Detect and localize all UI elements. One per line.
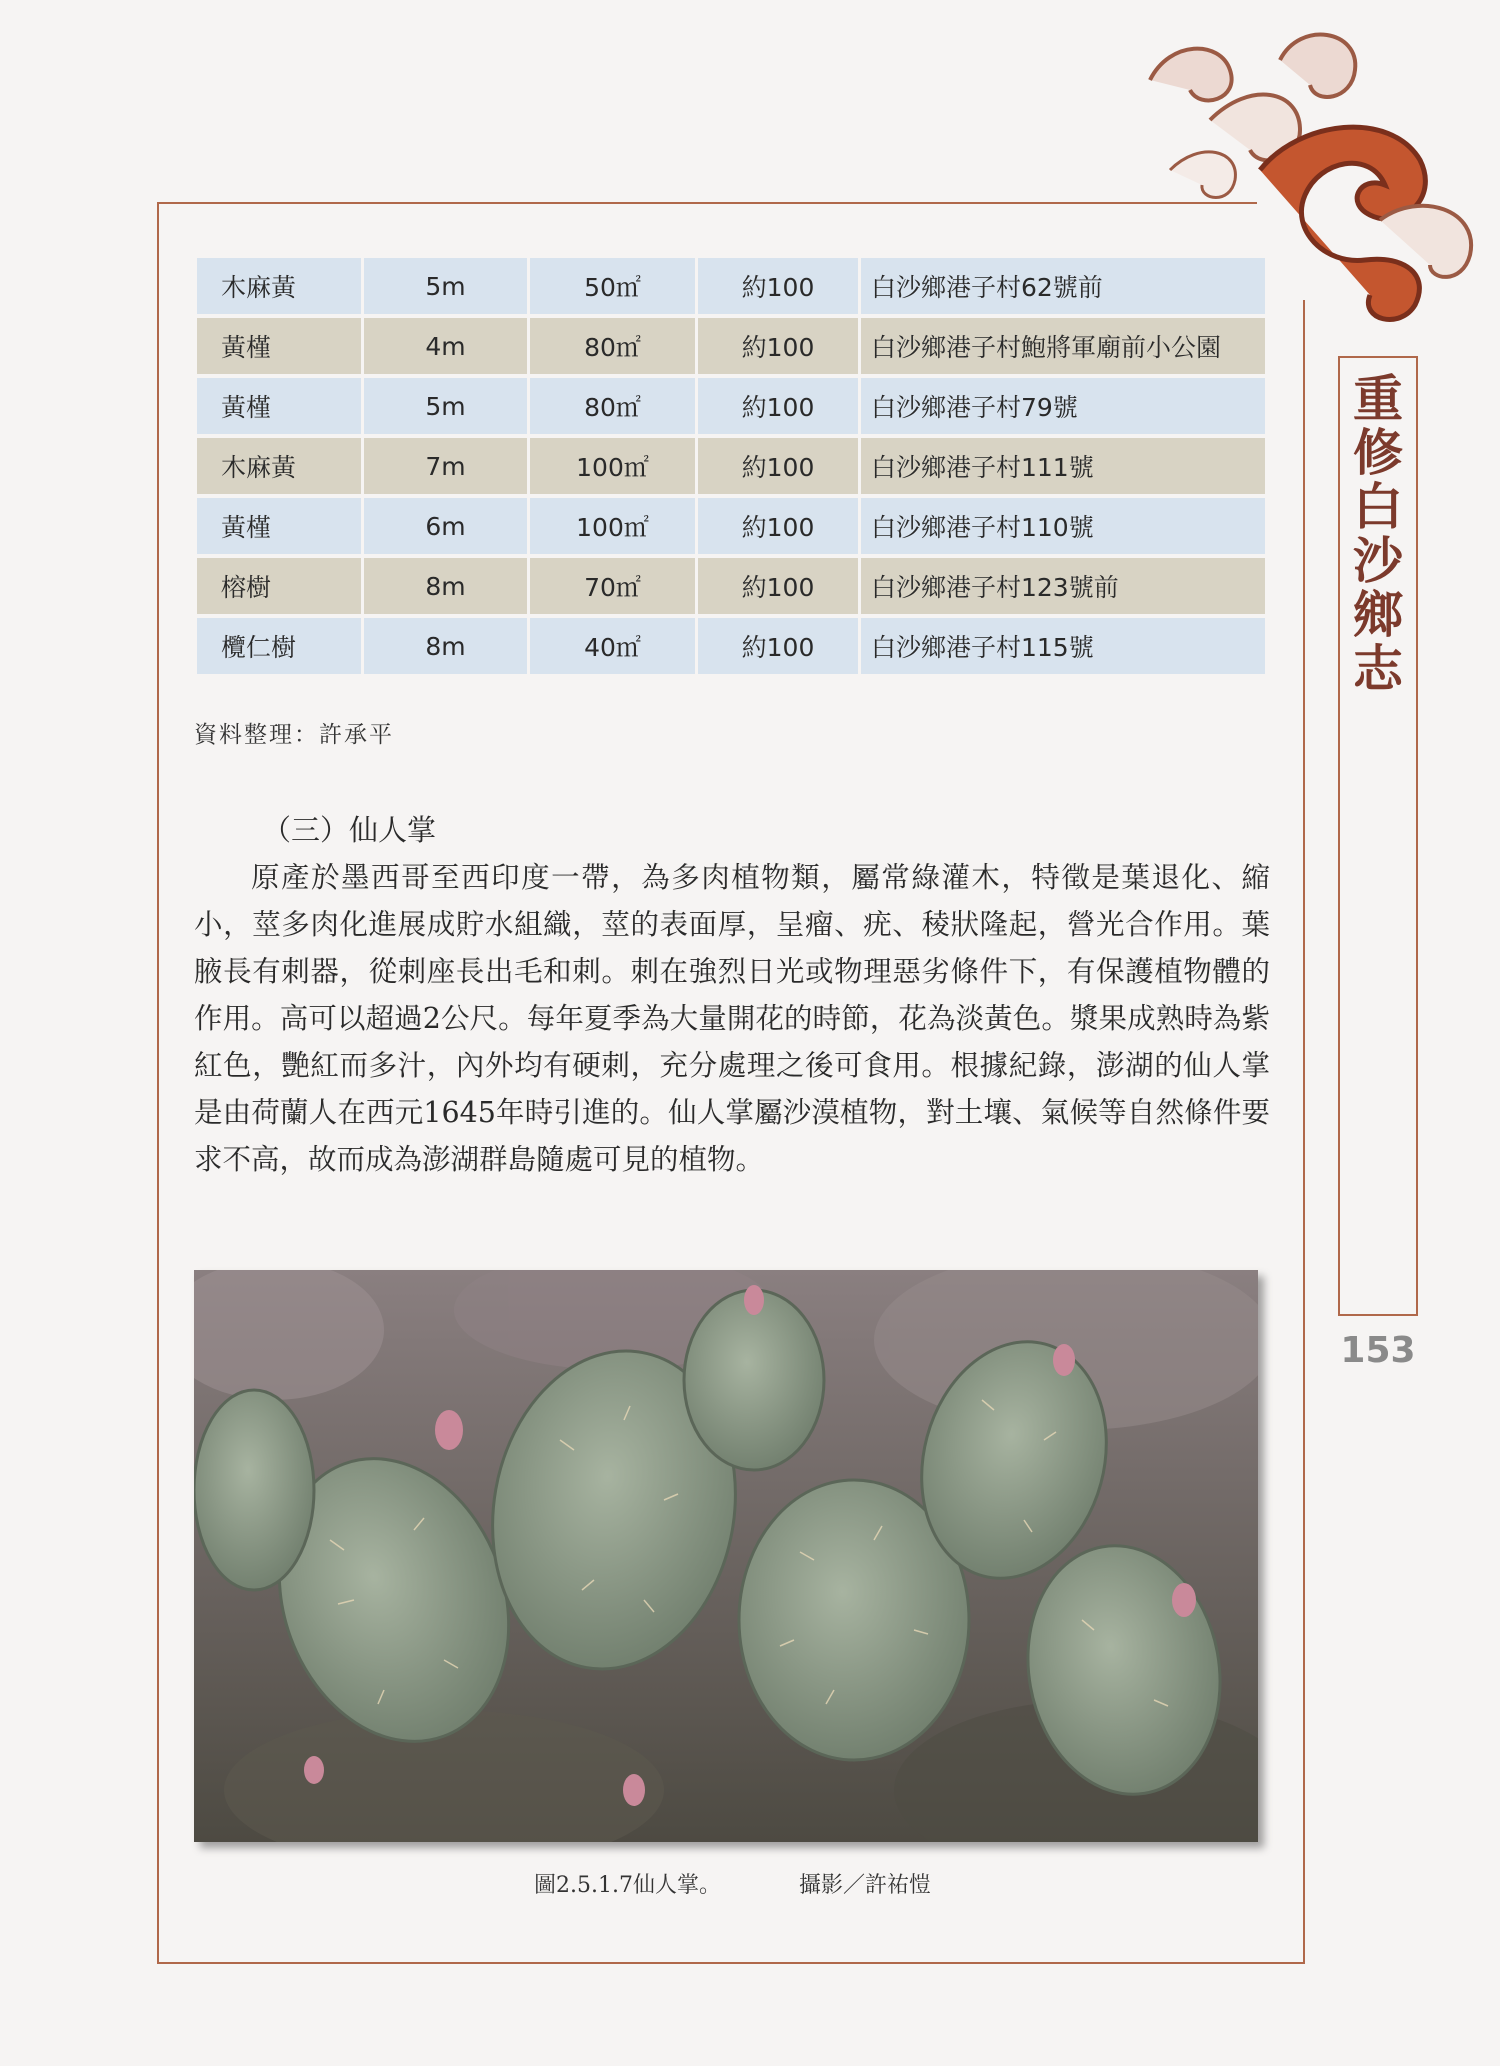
cell-count: 約100	[698, 558, 858, 614]
cell-count: 約100	[698, 318, 858, 374]
table-row	[197, 558, 1265, 614]
cell-area: 70㎡	[530, 558, 695, 614]
table-row	[197, 498, 1265, 554]
cell-location: 白沙鄉港子村110號	[861, 498, 1265, 554]
table-row	[197, 378, 1265, 434]
cell-height: 4m	[364, 318, 527, 374]
cell-area: 100㎡	[530, 498, 695, 554]
cell-area: 50㎡	[530, 258, 695, 314]
cell-name: 欖仁樹	[197, 618, 361, 674]
table-row	[197, 258, 1265, 314]
page-number: 153	[1340, 1330, 1416, 1371]
cell-name: 木麻黃	[197, 438, 361, 494]
cell-area: 80㎡	[530, 378, 695, 434]
cell-area: 40㎡	[530, 618, 695, 674]
cell-name: 榕樹	[197, 558, 361, 614]
cactus-image-icon	[194, 1270, 1258, 1842]
cell-location: 白沙鄉港子村鮑將軍廟前小公園	[861, 318, 1265, 374]
cell-count: 約100	[698, 498, 858, 554]
side-title: 重修白沙鄉志	[1345, 372, 1404, 696]
frame-top-border	[157, 202, 1257, 204]
cell-name: 木麻黃	[197, 258, 361, 314]
cell-area: 100㎡	[530, 438, 695, 494]
frame-left-border	[157, 202, 159, 1964]
cell-location: 白沙鄉港子村79號	[861, 378, 1265, 434]
body-paragraph: 原產於墨西哥至西印度一帶，為多肉植物類，屬常綠灌木，特徵是葉退化、縮小，莖多肉化進展成貯水組織，莖的表面厚，呈瘤、疣、稜狀隆起，營光合作用。葉腋長有刺器，從刺座長出毛和刺。刺在強烈日光或物理惡劣條件下，有保護植物體的作用。高可以超過2公尺。每年夏季為大量開花的時節，花為淡黃色。漿果成熟時為紫紅色，艷紅而多汁，內外均有硬刺，充分處理之後可食用。根據紀錄，澎湖的仙人掌是由荷蘭人在西元1645年時引進的。仙人掌屬沙漠植物，對土壤、氣候等自然條件要求不高，故而成為澎湖群島隨處可見的植物。	[194, 861, 1270, 1176]
table-row	[197, 438, 1265, 494]
cell-height: 5m	[364, 258, 527, 314]
cell-height: 6m	[364, 498, 527, 554]
cell-height: 8m	[364, 618, 527, 674]
cell-height: 7m	[364, 438, 527, 494]
table-row	[197, 618, 1265, 674]
cell-name: 黃槿	[197, 378, 361, 434]
cell-area: 80㎡	[530, 318, 695, 374]
tree-table	[194, 254, 1268, 678]
cell-height: 8m	[364, 558, 527, 614]
caption-text: 圖2.5.1.7仙人掌。	[534, 1873, 721, 1898]
cell-height: 5m	[364, 378, 527, 434]
cell-count: 約100	[698, 438, 858, 494]
cell-location: 白沙鄉港子村115號	[861, 618, 1265, 674]
cell-location: 白沙鄉港子村111號	[861, 438, 1265, 494]
cell-location: 白沙鄉港子村62號前	[861, 258, 1265, 314]
cell-location: 白沙鄉港子村123號前	[861, 558, 1265, 614]
section-heading: （三）仙人掌	[262, 813, 437, 847]
cell-name: 黃槿	[197, 318, 361, 374]
cell-count: 約100	[698, 378, 858, 434]
cell-count: 約100	[698, 618, 858, 674]
frame-right-border	[1303, 300, 1305, 1964]
cell-name: 黃槿	[197, 498, 361, 554]
source-note: 資料整理：許承平	[194, 722, 394, 748]
figure-caption	[534, 1868, 931, 1899]
cell-count: 約100	[698, 258, 858, 314]
cactus-photo	[194, 1270, 1258, 1842]
frame-bottom-border	[157, 1962, 1305, 1964]
photo-credit: 攝影／許祐愷	[798, 1873, 931, 1898]
table-row	[197, 318, 1265, 374]
